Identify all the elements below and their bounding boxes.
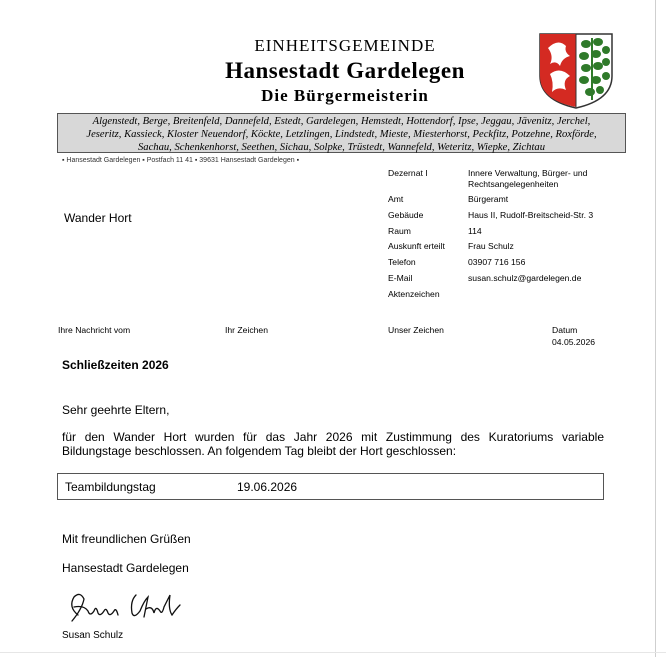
info-label: E-Mail (388, 272, 413, 283)
mayor-title: Die Bürgermeisterin (261, 86, 429, 105)
recipient-name: Wander Hort (64, 211, 132, 225)
info-row-auskunft (388, 239, 618, 255)
info-row-raum (388, 224, 618, 240)
letter-greeting: Sehr geehrte Eltern, (62, 403, 170, 417)
info-value: Bürgeramt (468, 194, 509, 204)
info-row-amt (388, 192, 618, 208)
info-row-aktenzeichen (388, 287, 618, 303)
contact-info-block (388, 168, 618, 303)
info-label: Raum (388, 225, 411, 236)
email-link[interactable]: susan.schulz@gardelegen.de (468, 272, 582, 283)
letter-date: 04.05.2026 (552, 337, 596, 347)
info-label: Aktenzeichen (388, 288, 440, 299)
info-value-line: Innere Verwaltung, Bürger- und (468, 168, 588, 178)
villages-line: Sachau, Schenkenhorst, Seethen, Sichau, Solpke, Trüstedt, Wannefeld, Weteritz, Wiepke, Zichtau (138, 142, 545, 153)
municipality-type: EINHEITSGEMEINDE (254, 36, 436, 55)
info-row-dezernat (388, 168, 618, 189)
info-label: Gebäude (388, 209, 424, 220)
info-row-email (388, 271, 618, 287)
sender-address-line: ▪ Hansestadt Gardelegen ▪ Postfach 11 41 ▪ 39631 Hansestadt Gardelegen ▪ (62, 157, 300, 164)
villages-line: Jeseritz, Kassieck, Kloster Neuendorf, Köckte, Letzlingen, Lindstedt, Mieste, Miesterhorst, Peckfitz, Potzehne, Roxförde, (86, 129, 597, 140)
signer-name: Susan Schulz (62, 630, 124, 641)
info-label: Amt (388, 194, 404, 204)
closure-dates-table (57, 473, 604, 500)
letter-subject: Schließzeiten 2026 (62, 358, 169, 372)
info-value-line: Rechtsangelegenheiten (468, 178, 559, 189)
page-edge-right (655, 0, 656, 657)
handwritten-signature (64, 585, 194, 629)
ref-date-label: Datum (552, 325, 578, 335)
info-row-gebaeude (388, 208, 618, 224)
coat-of-arms-icon (536, 30, 616, 110)
info-value (468, 287, 618, 303)
info-value (468, 168, 618, 189)
info-row-telefon (388, 255, 618, 271)
ref-your-message-label: Ihre Nachricht vom (58, 325, 131, 335)
villages-list (57, 113, 626, 153)
info-label: Telefon (388, 257, 416, 268)
villages-line: Algenstedt, Berge, Breitenfeld, Dannefeld, Estedt, Gardelegen, Hemstedt, Hottendorf, Ipse, Jeggau, Jävenitz, Jerchel, (92, 116, 591, 127)
ref-your-sign-label: Ihr Zeichen (225, 325, 268, 335)
info-value: Haus II, Rudolf-Breitscheid-Str. 3 (468, 209, 594, 220)
letter-closing-org: Hansestadt Gardelegen (62, 561, 189, 575)
closure-label: Teambildungstag (65, 480, 156, 494)
municipality-name: Hansestadt Gardelegen (225, 58, 465, 83)
closure-date: 19.06.2026 (237, 480, 298, 494)
info-label: Dezernat I (388, 168, 428, 178)
letter-closing: Mit freundlichen Grüßen (62, 532, 191, 546)
letter-body: für den Wander Hort wurden für das Jahr 2026 mit Zustimmung des Kuratoriums variable Bildungstage beschlossen. An folgendem Tag bleibt der Hort geschlossen: (62, 430, 604, 458)
ref-our-sign-label: Unser Zeichen (388, 325, 444, 335)
info-label: Auskunft erteilt (388, 241, 445, 252)
page-edge-bottom (0, 652, 666, 653)
info-value: 114 (468, 225, 482, 236)
info-value: Frau Schulz (468, 241, 514, 252)
info-value: 03907 716 156 (468, 257, 526, 268)
